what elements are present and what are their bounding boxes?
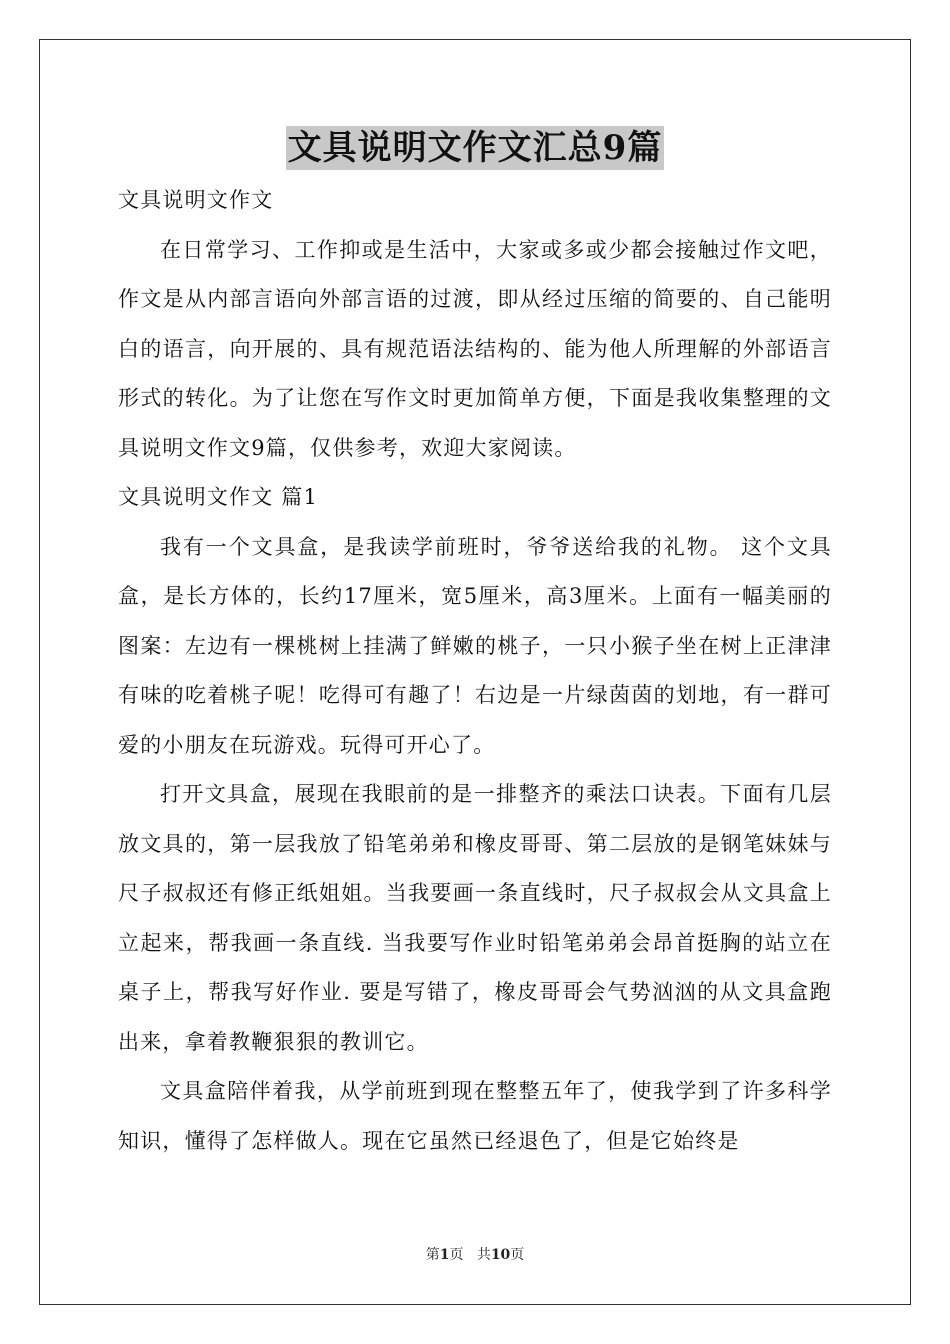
section-heading: 文具说明文作文 (118, 188, 274, 212)
section-heading: 文具说明文作文 篇1 (118, 485, 319, 509)
page-label-prefix: 第 (425, 1247, 440, 1263)
body-paragraph: 打开文具盒，展现在我眼前的是一排整齐的乘法口诀表。下面有几层放文具的，第一层我放了铅笔弟弟和橡皮哥哥、第二层放的是钢笔妹妹与尺子叔叔还有修正纸姐姐。当我要画一条直线时，尺子叔叔会从文具盒上立起来，帮我画一条直线. 当我要写作业时铅笔弟弟会昂首挺胸的站立在桌子上，帮我写好作业. 要是写错了，橡皮哥哥会气势汹汹的从文具盒跑出来，拿着教鞭狠狠的教训它。 (118, 782, 832, 1054)
body-paragraph: 在日常学习、工作抑或是生活中，大家或多或少都会接触过作文吧，作文是从内部言语向外部言语的过渡，即从经过压缩的简要的、自己能明白的语言，向开展的、具有规范语法结构的、能为他人所理解的外部语言形式的转化。为了让您在写作文时更加简单方便，下面是我收集整理的文具说明文作文9篇，仅供参考，欢迎大家阅读。 (118, 237, 832, 460)
total-pages: 10 (490, 1247, 511, 1263)
body-paragraph: 我有一个文具盒，是我读学前班时，爷爷送给我的礼物。 这个文具盒，是长方体的，长约17厘米，宽5厘米，高3厘米。上面有一幅美丽的图案：左边有一棵桃树上挂满了鲜嫩的桃子，一只小猴子坐在树上正津津有味的吃着桃子呢！吃得可有趣了！右边是一片绿茵茵的划地，有一群可爱的小朋友在玩游戏。玩得可开心了。 (118, 534, 832, 757)
document-body (118, 176, 832, 1166)
page-label-suffix: 页 (449, 1247, 464, 1263)
total-label-prefix: 共 (476, 1247, 491, 1263)
page-footer (0, 1245, 950, 1265)
document-title: 文具说明文作文汇总9篇 (287, 128, 663, 168)
page-number: 1 (439, 1247, 450, 1263)
total-label-suffix: 页 (510, 1247, 525, 1263)
body-paragraph: 文具盒陪伴着我，从学前班到现在整整五年了，使我学到了许多科学知识，懂得了怎样做人。现在它虽然已经退色了，但是它始终是 (118, 1079, 832, 1153)
title-container (0, 126, 950, 170)
